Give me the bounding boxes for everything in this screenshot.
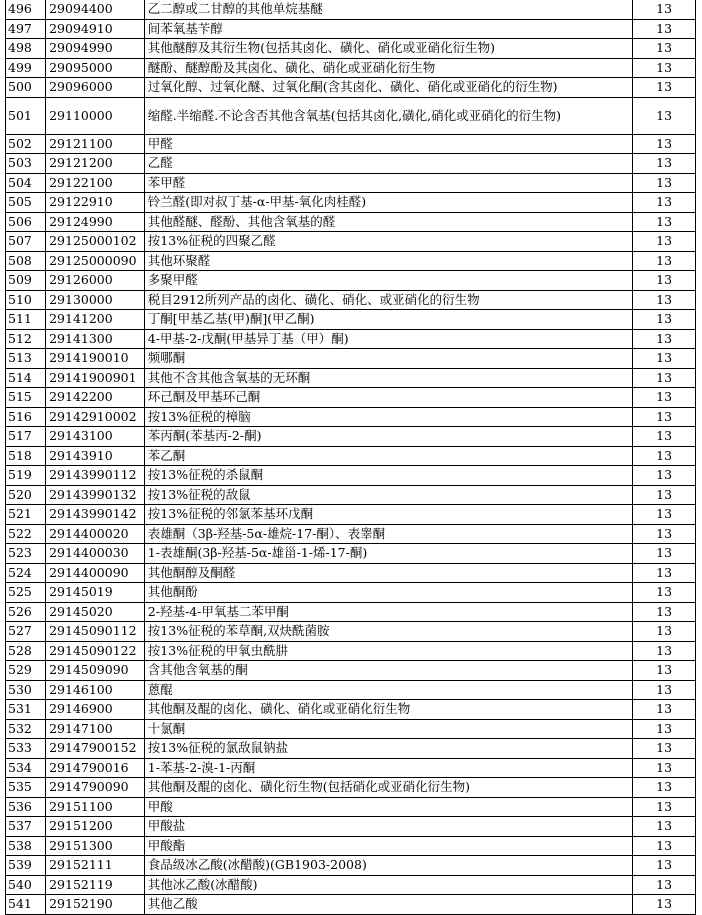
product-name-cell: 其他环聚醛 (144, 251, 632, 271)
tax-rate-cell: 13 (633, 563, 696, 583)
commodity-code-cell: 29094400 (46, 0, 145, 19)
product-name-cell: 甲酸 (144, 797, 632, 817)
commodity-code-cell: 29141300 (46, 329, 145, 349)
commodity-code-cell: 2914790016 (46, 758, 145, 778)
product-name-cell: 食品级冰乙酸(冰醋酸)(GB1903-2008) (144, 856, 632, 876)
table-row (6, 212, 696, 232)
table-row (6, 758, 696, 778)
table-row (6, 622, 696, 642)
tax-rate-cell: 13 (633, 134, 696, 154)
tax-rate-cell: 13 (633, 58, 696, 78)
table-row (6, 290, 696, 310)
commodity-code-cell: 29152119 (46, 875, 145, 895)
product-name-cell: 其他醛醚、醛酚、其他含氧基的醛 (144, 212, 632, 232)
commodity-code-cell: 29143990112 (46, 466, 145, 486)
table-row (6, 39, 696, 59)
tax-rate-cell: 13 (633, 583, 696, 603)
table-row (6, 602, 696, 622)
tax-rate-cell: 13 (633, 0, 696, 19)
row-number-cell: 496 (6, 0, 46, 19)
table-row (6, 193, 696, 213)
tax-rate-cell: 13 (633, 388, 696, 408)
table-row (6, 661, 696, 681)
table-row (6, 427, 696, 447)
commodity-code-cell: 29145020 (46, 602, 145, 622)
commodity-code-cell: 2914400090 (46, 563, 145, 583)
commodity-code-cell: 2914190010 (46, 349, 145, 369)
row-number-cell: 534 (6, 758, 46, 778)
tax-rate-cell: 13 (633, 505, 696, 525)
product-name-cell: 按13%征税的邻氯苯基环戊酮 (144, 505, 632, 525)
commodity-code-cell: 29151100 (46, 797, 145, 817)
table-row (6, 856, 696, 876)
table-row (6, 778, 696, 798)
product-name-cell: 乙醛 (144, 154, 632, 174)
tax-rate-cell: 13 (633, 700, 696, 720)
tax-rate-cell: 13 (633, 895, 696, 915)
row-number-cell: 503 (6, 154, 46, 174)
row-number-cell: 526 (6, 602, 46, 622)
commodity-code-cell: 2914400020 (46, 524, 145, 544)
commodity-code-cell: 29151200 (46, 817, 145, 837)
commodity-code-cell: 29130000 (46, 290, 145, 310)
tax-rate-cell: 13 (633, 739, 696, 759)
product-name-cell: 缩醛.半缩醛.不论含否其他含氧基(包括其卤化,磺化,硝化或亚硝化的衍生物) (144, 97, 632, 134)
commodity-code-cell: 29125000102 (46, 232, 145, 252)
tax-rate-cell: 13 (633, 173, 696, 193)
product-name-cell: 甲酸盐 (144, 817, 632, 837)
product-name-cell: 间苯氧基苄醇 (144, 19, 632, 39)
table-row (6, 466, 696, 486)
tax-rate-cell: 13 (633, 680, 696, 700)
table-row (6, 0, 696, 19)
commodity-code-cell: 29143990142 (46, 505, 145, 525)
product-name-cell: 蒽醌 (144, 680, 632, 700)
commodity-code-cell: 2914790090 (46, 778, 145, 798)
tax-rate-cell: 13 (633, 271, 696, 291)
product-name-cell: 按13%征税的四聚乙醛 (144, 232, 632, 252)
commodity-code-cell: 29141200 (46, 310, 145, 330)
table-row (6, 97, 696, 134)
product-name-cell: 多聚甲醛 (144, 271, 632, 291)
row-number-cell: 529 (6, 661, 46, 681)
commodity-code-cell: 29143990132 (46, 485, 145, 505)
row-number-cell: 500 (6, 78, 46, 98)
product-name-cell: 甲醛 (144, 134, 632, 154)
tax-rate-cell: 13 (633, 485, 696, 505)
product-name-cell: 醚酚、醚醇酚及其卤化、磺化、硝化或亚硝化衍生物 (144, 58, 632, 78)
row-number-cell: 499 (6, 58, 46, 78)
table-body (6, 0, 696, 914)
table-row (6, 505, 696, 525)
row-number-cell: 515 (6, 388, 46, 408)
product-name-cell: 铃兰醛(即对叔丁基-α-甲基-氧化肉桂醛) (144, 193, 632, 213)
row-number-cell: 511 (6, 310, 46, 330)
table-row (6, 680, 696, 700)
row-number-cell: 510 (6, 290, 46, 310)
table-row (6, 817, 696, 837)
table-row (6, 349, 696, 369)
product-name-cell: 环己酮及甲基环己酮 (144, 388, 632, 408)
table-row (6, 329, 696, 349)
tax-rate-cell: 13 (633, 78, 696, 98)
table-row (6, 797, 696, 817)
table-row (6, 719, 696, 739)
row-number-cell: 539 (6, 856, 46, 876)
row-number-cell: 506 (6, 212, 46, 232)
commodity-code-cell: 29110000 (46, 97, 145, 134)
commodity-code-cell: 29143100 (46, 427, 145, 447)
row-number-cell: 536 (6, 797, 46, 817)
product-name-cell: 甲酸酯 (144, 836, 632, 856)
tax-rate-cell: 13 (633, 446, 696, 466)
product-name-cell: 1-苯基-2-溴-1-丙酮 (144, 758, 632, 778)
product-name-cell: 乙二醇或二甘醇的其他单烷基醚 (144, 0, 632, 19)
commodity-code-cell: 29147100 (46, 719, 145, 739)
row-number-cell: 533 (6, 739, 46, 759)
tax-rate-cell: 13 (633, 778, 696, 798)
table-row (6, 544, 696, 564)
commodity-code-cell: 29094910 (46, 19, 145, 39)
row-number-cell: 519 (6, 466, 46, 486)
row-number-cell: 530 (6, 680, 46, 700)
table-row (6, 446, 696, 466)
table-row (6, 232, 696, 252)
table-row (6, 700, 696, 720)
table-row (6, 271, 696, 291)
commodity-code-cell: 29145019 (46, 583, 145, 603)
table-row (6, 58, 696, 78)
tax-rate-table (5, 0, 696, 915)
table-row (6, 368, 696, 388)
table-row (6, 524, 696, 544)
product-name-cell: 苯乙酮 (144, 446, 632, 466)
table-row (6, 251, 696, 271)
row-number-cell: 532 (6, 719, 46, 739)
tax-rate-cell: 13 (633, 349, 696, 369)
table-row (6, 173, 696, 193)
commodity-code-cell: 2914509090 (46, 661, 145, 681)
tax-rate-cell: 13 (633, 544, 696, 564)
table-row (6, 310, 696, 330)
row-number-cell: 538 (6, 836, 46, 856)
row-number-cell: 517 (6, 427, 46, 447)
commodity-code-cell: 29143910 (46, 446, 145, 466)
row-number-cell: 514 (6, 368, 46, 388)
commodity-code-cell: 29121200 (46, 154, 145, 174)
row-number-cell: 535 (6, 778, 46, 798)
row-number-cell: 518 (6, 446, 46, 466)
table-row (6, 739, 696, 759)
commodity-code-cell: 29146100 (46, 680, 145, 700)
tax-rate-cell: 13 (633, 661, 696, 681)
commodity-code-cell: 29095000 (46, 58, 145, 78)
table-row (6, 485, 696, 505)
product-name-cell: 其他醚醇及其衍生物(包括其卤化、磺化、硝化或亚硝化衍生物) (144, 39, 632, 59)
row-number-cell: 531 (6, 700, 46, 720)
row-number-cell: 497 (6, 19, 46, 39)
tax-rate-cell: 13 (633, 817, 696, 837)
tax-rate-cell: 13 (633, 329, 696, 349)
commodity-code-cell: 29124990 (46, 212, 145, 232)
tax-rate-cell: 13 (633, 97, 696, 134)
tax-rate-cell: 13 (633, 154, 696, 174)
commodity-code-cell: 29152190 (46, 895, 145, 915)
row-number-cell: 520 (6, 485, 46, 505)
tax-rate-cell: 13 (633, 368, 696, 388)
tax-rate-cell: 13 (633, 797, 696, 817)
row-number-cell: 541 (6, 895, 46, 915)
row-number-cell: 507 (6, 232, 46, 252)
product-name-cell: 按13%征税的甲氧虫酰肼 (144, 641, 632, 661)
product-name-cell: 其他酮酚 (144, 583, 632, 603)
row-number-cell: 524 (6, 563, 46, 583)
product-name-cell: 含其他含氧基的酮 (144, 661, 632, 681)
product-name-cell: 十氯酮 (144, 719, 632, 739)
commodity-code-cell: 29125000090 (46, 251, 145, 271)
row-number-cell: 498 (6, 39, 46, 59)
tax-rate-cell: 13 (633, 193, 696, 213)
product-name-cell: 1-表雄酮(3β-羟基-5α-雄甾-1-烯-17-酮) (144, 544, 632, 564)
row-number-cell: 525 (6, 583, 46, 603)
commodity-code-cell: 29141900901 (46, 368, 145, 388)
product-name-cell: 表雄酮（3β-羟基-5α-雄烷-17-酮）、表睾酮 (144, 524, 632, 544)
commodity-code-cell: 29121100 (46, 134, 145, 154)
tax-rate-cell: 13 (633, 212, 696, 232)
tax-rate-cell: 13 (633, 856, 696, 876)
tax-rate-cell: 13 (633, 641, 696, 661)
table-row (6, 583, 696, 603)
product-name-cell: 按13%征税的苯草酮,双炔酰菌胺 (144, 622, 632, 642)
commodity-code-cell: 29094990 (46, 39, 145, 59)
row-number-cell: 509 (6, 271, 46, 291)
row-number-cell: 528 (6, 641, 46, 661)
table-row (6, 836, 696, 856)
table-row (6, 563, 696, 583)
product-name-cell: 按13%征税的氯敌鼠钠盐 (144, 739, 632, 759)
tax-rate-cell: 13 (633, 39, 696, 59)
table-row (6, 388, 696, 408)
table-row (6, 641, 696, 661)
commodity-code-cell: 29151300 (46, 836, 145, 856)
row-number-cell: 505 (6, 193, 46, 213)
commodity-code-cell: 2914400030 (46, 544, 145, 564)
product-name-cell: 其他不含其他含氧基的无环酮 (144, 368, 632, 388)
row-number-cell: 512 (6, 329, 46, 349)
table-row (6, 19, 696, 39)
table-row (6, 895, 696, 915)
row-number-cell: 521 (6, 505, 46, 525)
tax-rate-cell: 13 (633, 875, 696, 895)
product-name-cell: 苯甲醛 (144, 173, 632, 193)
product-name-cell: 其他酮及醌的卤化、磺化、硝化或亚硝化衍生物 (144, 700, 632, 720)
product-name-cell: 按13%征税的樟脑 (144, 407, 632, 427)
product-name-cell: 其他冰乙酸(冰醋酸) (144, 875, 632, 895)
product-name-cell: 税目2912所列产品的卤化、磺化、硝化、或亚硝化的衍生物 (144, 290, 632, 310)
tax-rate-cell: 13 (633, 466, 696, 486)
table-row (6, 407, 696, 427)
product-name-cell: 频哪酮 (144, 349, 632, 369)
tax-rate-cell: 13 (633, 602, 696, 622)
commodity-code-cell: 29145090112 (46, 622, 145, 642)
tax-rate-cell: 13 (633, 232, 696, 252)
tax-rate-cell: 13 (633, 427, 696, 447)
row-number-cell: 504 (6, 173, 46, 193)
tax-rate-cell: 13 (633, 836, 696, 856)
tax-rate-cell: 13 (633, 622, 696, 642)
row-number-cell: 523 (6, 544, 46, 564)
row-number-cell: 508 (6, 251, 46, 271)
table-row (6, 154, 696, 174)
commodity-code-cell: 29147900152 (46, 739, 145, 759)
row-number-cell: 527 (6, 622, 46, 642)
commodity-code-cell: 29126000 (46, 271, 145, 291)
tax-rate-cell: 13 (633, 251, 696, 271)
product-name-cell: 过氧化醇、过氧化醚、过氧化酮(含其卤化、磺化、硝化或亚硝化的衍生物) (144, 78, 632, 98)
table-row (6, 78, 696, 98)
product-name-cell: 其他乙酸 (144, 895, 632, 915)
product-name-cell: 2-羟基-4-甲氧基二苯甲酮 (144, 602, 632, 622)
product-name-cell: 苯丙酮(苯基丙-2-酮) (144, 427, 632, 447)
tax-rate-cell: 13 (633, 19, 696, 39)
tax-rate-cell: 13 (633, 758, 696, 778)
tax-rate-cell: 13 (633, 719, 696, 739)
product-name-cell: 其他酮及醌的卤化、磺化衍生物(包括硝化或亚硝化衍生物) (144, 778, 632, 798)
commodity-code-cell: 29122100 (46, 173, 145, 193)
row-number-cell: 537 (6, 817, 46, 837)
tax-rate-cell: 13 (633, 407, 696, 427)
commodity-code-cell: 29146900 (46, 700, 145, 720)
tax-rate-cell: 13 (633, 310, 696, 330)
row-number-cell: 522 (6, 524, 46, 544)
product-name-cell: 丁酮[甲基乙基(甲)酮](甲乙酮) (144, 310, 632, 330)
commodity-code-cell: 29096000 (46, 78, 145, 98)
tax-rate-cell: 13 (633, 290, 696, 310)
commodity-code-cell: 29152111 (46, 856, 145, 876)
commodity-code-cell: 29122910 (46, 193, 145, 213)
product-name-cell: 按13%征税的杀鼠酮 (144, 466, 632, 486)
commodity-code-cell: 29142200 (46, 388, 145, 408)
tax-rate-cell: 13 (633, 524, 696, 544)
row-number-cell: 502 (6, 134, 46, 154)
commodity-code-cell: 29145090122 (46, 641, 145, 661)
row-number-cell: 540 (6, 875, 46, 895)
table-row (6, 134, 696, 154)
row-number-cell: 513 (6, 349, 46, 369)
product-name-cell: 其他酮醇及酮醛 (144, 563, 632, 583)
row-number-cell: 501 (6, 97, 46, 134)
commodity-code-cell: 29142910002 (46, 407, 145, 427)
table-row (6, 875, 696, 895)
row-number-cell: 516 (6, 407, 46, 427)
product-name-cell: 按13%征税的敌鼠 (144, 485, 632, 505)
product-name-cell: 4-甲基-2-戊酮(甲基异丁基（甲）酮) (144, 329, 632, 349)
